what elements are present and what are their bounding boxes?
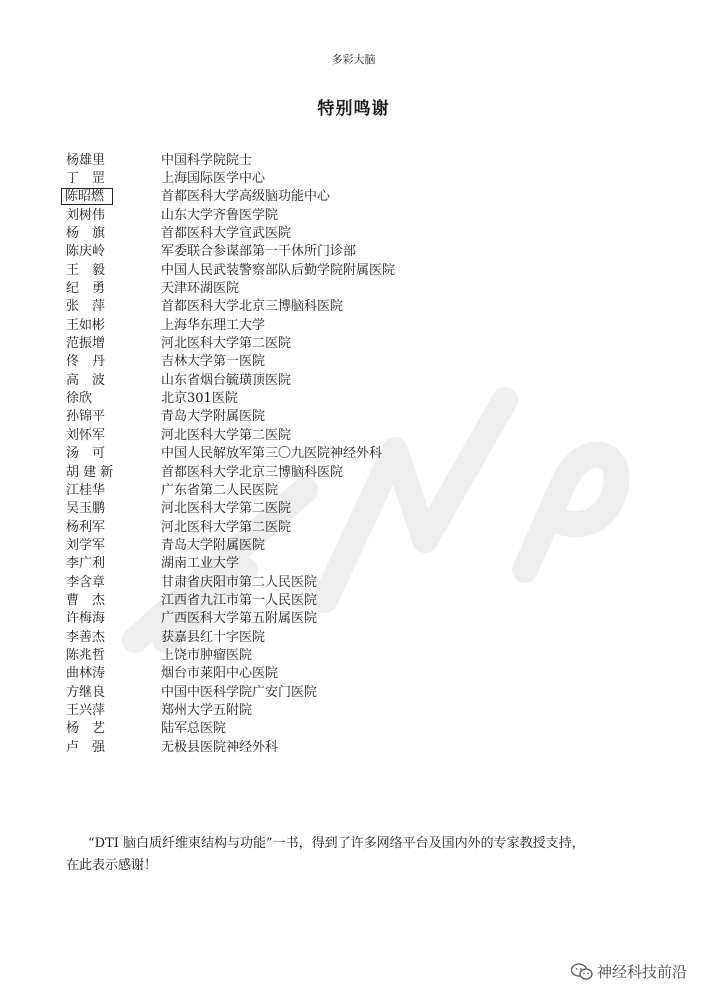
affiliation: 中国人民解放军第三〇九医院神经外科 — [161, 446, 383, 462]
acknowledgement-row — [66, 277, 666, 295]
acknowledgement-row — [66, 369, 666, 387]
person-name-text: 徐欣 — [66, 391, 93, 407]
person-name-text: 吴玉鹏 — [66, 501, 106, 517]
person-name — [66, 681, 161, 700]
affiliation: 青岛大学附属医院 — [161, 537, 266, 553]
affiliation: 烟台市莱阳中心医院 — [161, 666, 279, 682]
affiliation: 首都医科大学高级脑功能中心 — [161, 189, 331, 205]
person-name-text: 张 萍 — [66, 299, 106, 315]
person-name-text: 王兴萍 — [66, 702, 106, 718]
acknowledgement-row — [66, 699, 666, 717]
person-name — [66, 185, 161, 204]
person-name-text: 王如彬 — [66, 317, 106, 333]
affiliation: 首都医科大学宣武医院 — [161, 226, 292, 242]
person-name-text: 高 波 — [66, 372, 106, 388]
acknowledgement-row — [66, 424, 666, 442]
affiliation: 无极县医院神经外科 — [161, 739, 279, 755]
person-name-text: 江桂华 — [66, 482, 106, 498]
acknowledgement-row — [66, 406, 666, 424]
acknowledgement-row — [66, 204, 666, 222]
affiliation: 天津环湖医院 — [161, 281, 240, 297]
affiliation: 甘肃省庆阳市第二人民医院 — [161, 574, 318, 590]
acknowledgement-row — [66, 461, 666, 479]
affiliation: 山东大学齐鲁医学院 — [161, 207, 279, 223]
person-name-text: 李善杰 — [66, 629, 106, 645]
acknowledgement-row — [66, 351, 666, 369]
acknowledgement-row — [66, 608, 666, 626]
affiliation: 军委联合参谋部第一干休所门诊部 — [161, 244, 357, 260]
person-name — [66, 424, 161, 443]
person-name-text: 胡 建 新 — [66, 464, 114, 480]
person-name — [66, 149, 161, 168]
person-name — [66, 461, 161, 480]
person-name — [66, 240, 161, 259]
person-name-text: 陈兆哲 — [66, 647, 106, 663]
person-name — [66, 405, 161, 424]
acknowledgement-row — [66, 736, 666, 754]
affiliation: 获嘉县红十字医院 — [161, 629, 266, 645]
acknowledgement-row — [66, 186, 666, 204]
person-name — [66, 552, 161, 571]
affiliation: 河北医科大学第二医院 — [161, 336, 292, 352]
person-name-text: 汤 可 — [66, 446, 106, 462]
person-name-text: 陈昭燃 — [61, 188, 113, 205]
affiliation: 河北医科大学第二医院 — [161, 519, 292, 535]
affiliation: 中国中医科学院广安门医院 — [161, 684, 318, 700]
affiliation: 中国科学院院士 — [161, 152, 253, 168]
acknowledgement-row — [66, 332, 666, 350]
person-name-text: 范振增 — [66, 336, 106, 352]
person-name-text: 杨 艺 — [66, 721, 106, 737]
person-name — [66, 479, 161, 498]
affiliation: 河北医科大学第二医院 — [161, 501, 292, 517]
person-name — [66, 717, 161, 736]
affiliation: 江西省九江市第一人民医院 — [161, 592, 318, 608]
acknowledgement-row — [66, 314, 666, 332]
acknowledgement-row — [66, 296, 666, 314]
acknowledgement-row — [66, 259, 666, 277]
person-name-text: 方继良 — [66, 684, 106, 700]
person-name — [66, 699, 161, 718]
acknowledgement-list — [66, 149, 666, 754]
person-name-text: 刘树伟 — [66, 207, 106, 223]
person-name — [66, 516, 161, 535]
acknowledgement-row — [66, 644, 666, 662]
person-name-text: 曹 杰 — [66, 592, 106, 608]
affiliation: 吉林大学第一医院 — [161, 354, 266, 370]
acknowledgement-row — [66, 663, 666, 681]
acknowledgement-row — [66, 718, 666, 736]
acknowledgement-row — [66, 589, 666, 607]
source-credit — [571, 961, 687, 982]
person-name-text: 佟 丹 — [66, 354, 106, 370]
person-name-text: 纪 勇 — [66, 281, 106, 297]
person-name — [66, 626, 161, 645]
person-name — [66, 662, 161, 681]
person-name-text: 曲林涛 — [66, 666, 106, 682]
person-name — [66, 204, 161, 223]
acknowledgement-row — [66, 387, 666, 405]
acknowledgement-row — [66, 571, 666, 589]
person-name-text: 杨利军 — [66, 519, 106, 535]
person-name — [66, 736, 161, 755]
affiliation: 山东省烟台毓璜顶医院 — [161, 372, 292, 388]
acknowledgement-row — [66, 626, 666, 644]
affiliation: 河北医科大学第二医院 — [161, 427, 292, 443]
person-name — [66, 259, 161, 278]
closing-note-line-2: 在此表示感谢！ — [66, 858, 158, 873]
acknowledgement-row — [66, 167, 666, 185]
person-name — [66, 589, 161, 608]
closing-note-line-1: “DTI 脑白质纤维束结构与功能”一书，得到了许多网络平台及国内外的专家教授支持， — [88, 836, 585, 851]
person-name — [66, 534, 161, 553]
person-name — [66, 607, 161, 626]
running-header: 多彩大脑 — [331, 53, 376, 66]
person-name-text: 杨 旗 — [66, 226, 106, 242]
affiliation: 上饶市肿瘤医院 — [161, 647, 253, 663]
credit-text: 神经科技前沿 — [596, 963, 687, 981]
person-name — [66, 350, 161, 369]
person-name — [66, 222, 161, 241]
affiliation: 郑州大学五附院 — [161, 702, 253, 718]
person-name — [66, 369, 161, 388]
person-name-text: 卢 强 — [66, 739, 106, 755]
person-name-text: 丁 罡 — [66, 171, 106, 187]
person-name-text: 许梅海 — [66, 611, 106, 627]
affiliation: 首都医科大学北京三博脑科医院 — [161, 464, 344, 480]
acknowledgement-row — [66, 241, 666, 259]
acknowledgement-row — [66, 534, 666, 552]
person-name-text: 陈庆岭 — [66, 244, 106, 260]
affiliation: 首都医科大学北京三博脑科医院 — [161, 299, 344, 315]
acknowledgement-row — [66, 443, 666, 461]
wechat-icon — [571, 963, 593, 981]
person-name-text: 王 毅 — [66, 262, 106, 278]
acknowledgement-row — [66, 553, 666, 571]
person-name — [66, 644, 161, 663]
acknowledgement-row — [66, 479, 666, 497]
affiliation: 湖南工业大学 — [161, 556, 240, 572]
acknowledgement-row — [66, 222, 666, 240]
acknowledgement-row — [66, 681, 666, 699]
person-name-text: 李含章 — [66, 574, 106, 590]
affiliation: 中国人民武装警察部队后勤学院附属医院 — [161, 262, 396, 278]
affiliation: 广东省第二人民医院 — [161, 482, 279, 498]
affiliation: 陆军总医院 — [161, 721, 227, 737]
person-name — [66, 277, 161, 296]
person-name-text: 刘怀军 — [66, 427, 106, 443]
person-name-text: 孙锦平 — [66, 409, 106, 425]
person-name — [66, 167, 161, 186]
person-name-text: 刘学军 — [66, 537, 106, 553]
person-name — [66, 442, 161, 461]
affiliation: 广西医科大学第五附属医院 — [161, 611, 318, 627]
affiliation: 青岛大学附属医院 — [161, 409, 266, 425]
page-title: 特别鸣谢 — [317, 99, 390, 119]
acknowledgement-row — [66, 149, 666, 167]
affiliation: 北京301医院 — [161, 391, 238, 407]
acknowledgement-row — [66, 516, 666, 534]
person-name — [66, 497, 161, 516]
closing-note — [66, 833, 656, 877]
person-name — [66, 387, 161, 406]
acknowledgement-row — [66, 498, 666, 516]
person-name — [66, 571, 161, 590]
person-name-text: 杨雄里 — [66, 152, 106, 168]
person-name — [66, 314, 161, 333]
person-name — [66, 332, 161, 351]
person-name-text: 李广利 — [66, 556, 106, 572]
person-name — [66, 295, 161, 314]
affiliation: 上海华东理工大学 — [161, 317, 266, 333]
affiliation: 上海国际医学中心 — [161, 171, 266, 187]
